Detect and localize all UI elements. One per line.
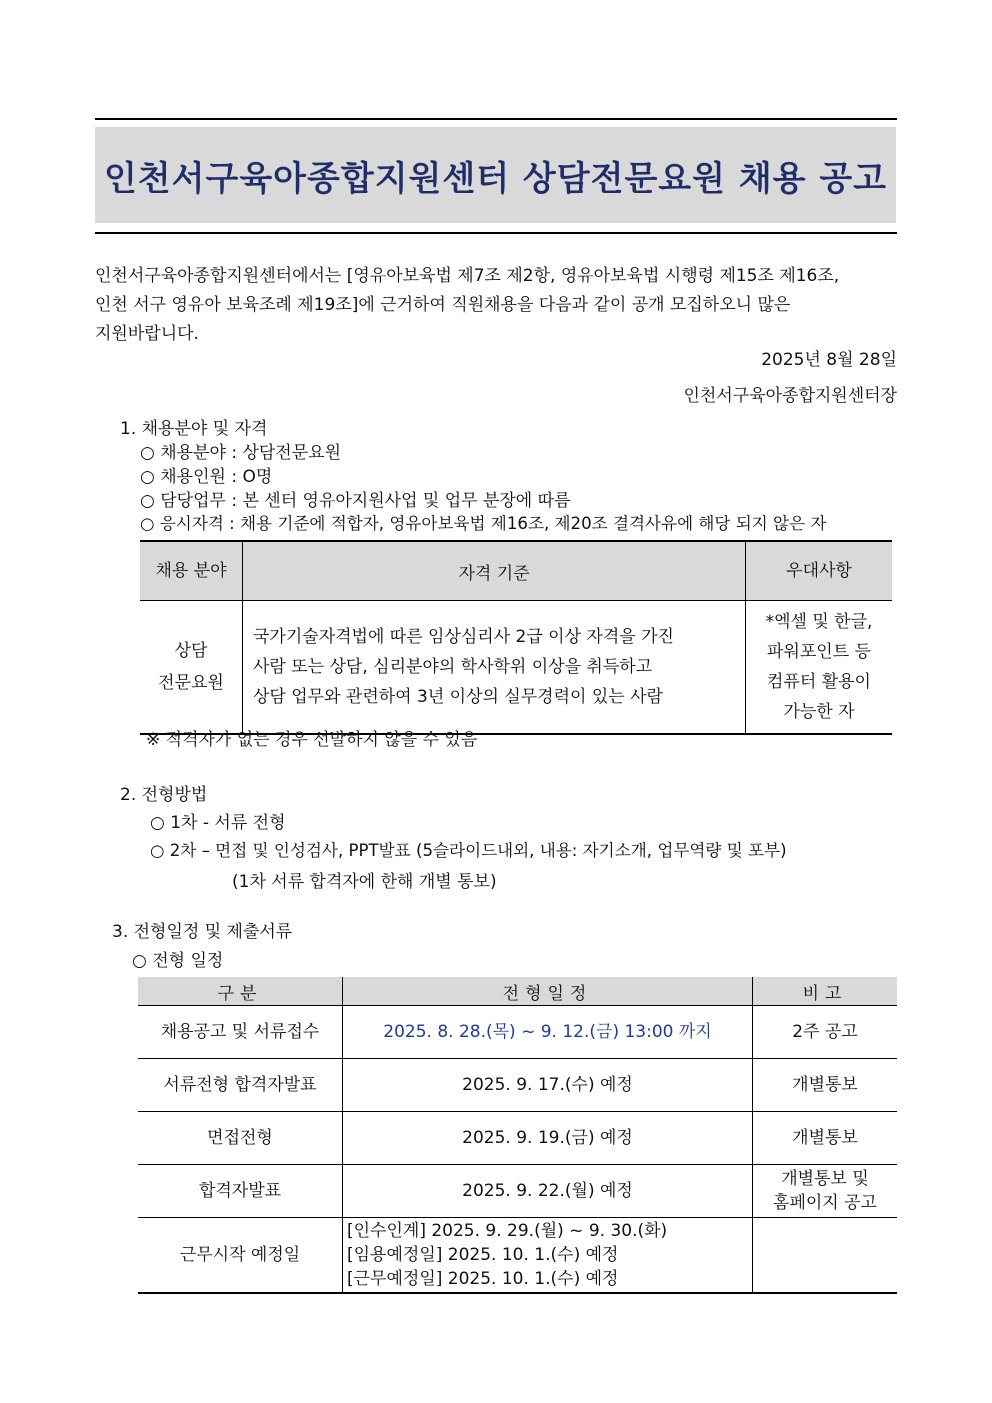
table-row [138,1006,897,1059]
category-cell [140,601,243,735]
page-title: 인천서구육아종합지원센터 상담전문요원 채용 공고 [103,158,888,199]
table-row [138,1218,897,1294]
criteria-line: 국가기술자격법에 따른 임상심리사 2급 이상 자격을 가진 [253,627,674,647]
table-row [138,1112,897,1165]
criteria-line: 사람 또는 상담, 심리분야의 학사학위 이상을 취득하고 [253,657,653,677]
qualification-table [140,540,892,735]
schedule-table [138,977,897,1294]
category-cell: 채용공고 및 서류접수 [138,1006,343,1059]
list-item: ○ 응시자격 : 채용 기준에 적합자, 영유아보육법 제16조, 제20조 결격사유에 해당 되지 않은 자 [140,514,827,533]
schedule-cell: 2025. 9. 17.(수) 예정 [343,1059,753,1112]
column-header: 비고 [753,977,898,1006]
section-heading: 1. 채용분야 및 자격 [120,419,268,439]
list-item: ○ 채용분야 : 상담전문요원 [140,443,341,463]
section-heading: 2. 전형방법 [120,785,208,805]
schedule-line: [인수인계] 2025. 9. 29.(월) ~ 9. 30.(화) [347,1221,668,1241]
notice-date: 2025년 8월 28일 [761,350,897,370]
notice-issuer: 인천서구육아종합지원센터장 [683,386,897,406]
intro-line: 지원바랍니다. [95,324,199,344]
category-cell: 서류전형 합격자발표 [138,1059,343,1112]
criteria-line: 상담 업무와 관련하여 3년 이상의 실무경력이 있는 사람 [253,687,663,707]
category-cell: 근무시작 예정일 [138,1218,343,1294]
title-top-rule [95,118,897,120]
preference-line: 컴퓨터 활용이 [767,672,871,692]
schedule-cell: 2025. 9. 22.(월) 예정 [343,1165,753,1218]
note-cell: 개별통보 [753,1059,898,1112]
column-header: 자격 기준 [243,541,746,601]
note-line: 개별통보 및 [781,1169,869,1189]
intro-paragraph [95,262,897,349]
schedule-line: [임용예정일] 2025. 10. 1.(수) 예정 [347,1245,619,1265]
category-line: 전문요원 [158,673,224,693]
category-cell: 합격자발표 [138,1165,343,1218]
note-cell: 개별통보 [753,1112,898,1165]
table-header-row [138,977,897,1006]
note-line: 홈페이지 공고 [773,1193,877,1213]
column-header: 채용 분야 [140,541,243,601]
schedule-cell: 2025. 9. 19.(금) 예정 [343,1112,753,1165]
preference-line: *엑셀 및 한글, [765,612,873,632]
intro-line: 인천서구육아종합지원센터에서는 [영유아보육법 제7조 제2항, 영유아보육법 시행령 제15조 제16조, [95,266,840,286]
list-item: ○ 1차 - 서류 전형 [150,813,286,833]
title-bottom-rule [95,232,897,234]
schedule-line: [근무예정일] 2025. 10. 1.(수) 예정 [347,1269,619,1289]
note-cell: 2주 공고 [753,1006,898,1059]
title-banner [95,127,896,223]
list-item-sub: (1차 서류 합격자에 한해 개별 통보) [232,872,497,892]
selection-note: ※ 적격자가 없는 경우 선발하지 않을 수 있음 [146,730,478,750]
preference-line: 파워포인트 등 [767,642,871,662]
table-row [138,1165,897,1218]
preference-line: 가능한 자 [783,702,855,722]
category-line: 상담 [174,641,208,661]
column-header: 우대사항 [746,541,893,601]
table-row [138,1059,897,1112]
criteria-cell [243,601,746,735]
note-cell [753,1165,898,1218]
list-item: ○ 담당업무 : 본 센터 영유아지원사업 및 업무 분장에 따름 [140,491,571,511]
note-cell [753,1218,898,1294]
table-header-row [140,541,892,601]
schedule-cell: 2025. 8. 28.(목) ~ 9. 12.(금) 13:00 까지 [343,1006,753,1059]
category-cell: 면접전형 [138,1112,343,1165]
list-item: ○ 2차 – 면접 및 인성검사, PPT발표 (5슬라이드내외, 내용: 자기소개, 업무역량 및 포부) [150,841,787,860]
list-item: ○ 전형 일정 [132,951,224,971]
schedule-cell [343,1218,753,1294]
column-header: 전형일정 [343,977,753,1006]
table-row [140,601,892,735]
column-header: 구분 [138,977,343,1006]
list-item: ○ 채용인원 : O명 [140,467,273,487]
section-heading: 3. 전형일정 및 제출서류 [112,922,293,942]
intro-line: 인천 서구 영유아 보육조례 제19조]에 근거하여 직원채용을 다음과 같이 공개 모집하오니 많은 [95,295,791,315]
preference-cell [746,601,893,735]
